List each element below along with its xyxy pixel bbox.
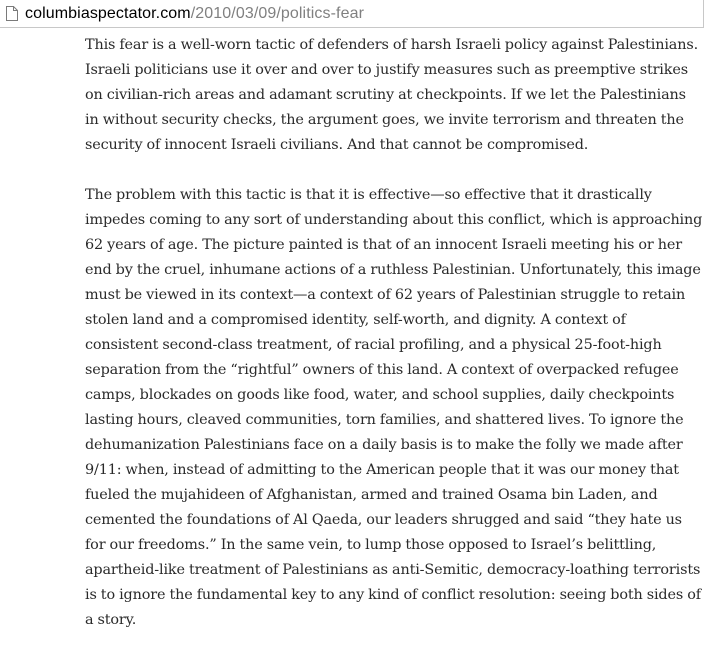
url-text[interactable]	[25, 5, 364, 23]
article-body	[85, 33, 703, 658]
url-path: /2010/03/09/politics-fear	[190, 4, 365, 22]
page-icon	[6, 6, 18, 21]
article-paragraph: This fear is a well-worn tactic of defenders of harsh Israeli policy against Palestinians. Israeli politicians use it over and over to justify measures such as preemptive strikes on civilian-rich areas and adamant scrutiny at checkpoints. If we let the Palestinians in without security checks, the argument goes, we invite terrorism and threaten the security of innocent Israeli civilians. And that cannot be compromised.	[85, 37, 698, 153]
address-bar[interactable]	[0, 0, 704, 28]
article-paragraph: The problem with this tactic is that it is effective—so effective that it drastically impedes coming to any sort of understanding about this conflict, which is approaching 62 years of age. The picture painted is that of an innocent Israeli meeting his or her end by the cruel, inhumane actions of a ruthless Palestinian. Unfortunately, this image must be viewed in its context—a context of 62 years of Palestinian struggle to retain stolen land and a compromised identity, self-worth, and dignity. A context of consistent second-class treatment, of racial profiling, and a physical 25-foot-high separation from the “rightful” owners of this land. A context of overpacked refugee camps, blockades on goods like food, water, and school supplies, daily checkpoints lasting hours, cleaved communities, torn families, and shattered lives. To ignore the dehumanization Palestinians face on a daily basis is to make the folly we made after 9/11: when, instead of admitting to the American people that it was our money that fueled the mujahideen of Afghanistan, armed and trained Osama bin Laden, and cemented the foundations of Al Qaeda, our leaders shrugged and said “they hate us for our freedoms.” In the same vein, to lump those opposed to Israel’s belittling, apartheid-like treatment of Palestinians as anti-Semitic, democracy-loathing terrorists is to ignore the fundamental key to any kind of conflict resolution: seeing both sides of a story.	[85, 187, 703, 628]
url-domain: columbiaspectator.com	[25, 4, 191, 22]
